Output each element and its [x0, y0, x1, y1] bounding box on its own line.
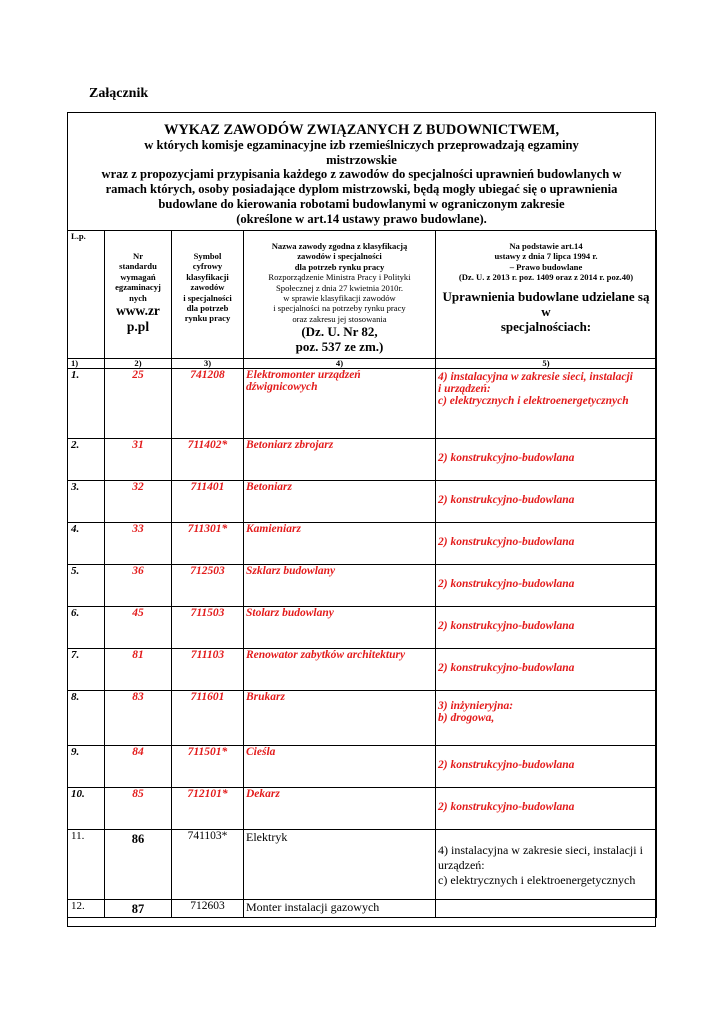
row-occupation-name — [244, 523, 436, 565]
row-scope — [436, 369, 657, 439]
header-text-line: zawodów — [190, 282, 225, 293]
header-text-line: klasyfikacji — [186, 271, 229, 282]
table-body — [68, 369, 657, 918]
row-standard-number: 85 — [105, 788, 172, 830]
scope-line: 4) instalacyjna w zakresie sieci, instalacji i — [438, 843, 643, 857]
row-occupation-name — [244, 900, 436, 918]
occupation-name-line: Elektryk — [246, 830, 288, 844]
occupation-name-line: Kamieniarz — [246, 523, 301, 535]
table-row — [68, 900, 657, 918]
col-header-lp — [68, 231, 105, 359]
header-line: ramach których, osoby posiadające dyplom mistrzowski, będą mogły ubiegać się o uprawnienia — [105, 182, 618, 197]
row-standard-number: 86 — [105, 830, 172, 900]
row-symbol: 711301* — [172, 523, 244, 565]
header-text-line: oraz zakresu jej stosowania — [292, 313, 387, 324]
annex-label: Załącznik — [89, 86, 149, 101]
header-text-line: rynku pracy — [184, 313, 231, 324]
row-standard-number: 32 — [105, 481, 172, 523]
col-header-symbol-label — [174, 251, 241, 324]
occupations-table — [67, 230, 657, 918]
row-scope — [436, 830, 657, 900]
row-lp: 4. — [68, 523, 105, 565]
scope-line: 2) konstrukcyjno-budowlana — [438, 759, 575, 771]
scope-line: 2) konstrukcyjno-budowlana — [438, 578, 575, 590]
header-text-line: specjalnościach: — [500, 318, 592, 334]
row-scope — [436, 649, 657, 691]
table-header-row — [68, 231, 657, 359]
header-text-line: nych — [129, 292, 147, 303]
scope-line: c) elektrycznych i elektroenergetycznych — [438, 395, 629, 407]
row-symbol: 711503 — [172, 607, 244, 649]
row-lp: 12. — [68, 900, 105, 918]
row-symbol: 741208 — [172, 369, 244, 439]
row-occupation-name — [244, 788, 436, 830]
row-lp: 11. — [68, 830, 105, 900]
table-row — [68, 649, 657, 691]
row-standard-number: 83 — [105, 691, 172, 746]
scope-line: urządzeń: — [438, 858, 485, 872]
header-text-line: egzaminacyj — [115, 282, 161, 293]
col-header-name — [244, 231, 436, 359]
row-scope — [436, 607, 657, 649]
table-row — [68, 746, 657, 788]
header-text-line: standardu — [119, 261, 157, 272]
occupation-name-line: Cieśla — [246, 746, 276, 758]
row-lp: 9. — [68, 746, 105, 788]
occupation-name-line: Elektromonter urządzeń — [246, 369, 361, 381]
header-text-line: poz. 537 ze zm.) — [295, 339, 384, 355]
row-standard-number: 45 — [105, 607, 172, 649]
document-frame — [67, 112, 656, 927]
table-row — [68, 830, 657, 900]
row-occupation-name — [244, 607, 436, 649]
row-standard-number: 31 — [105, 439, 172, 481]
row-standard-number: 87 — [105, 900, 172, 918]
occupation-name-line: Betoniarz zbrojarz — [246, 439, 334, 451]
table-row — [68, 523, 657, 565]
scope-line: b) drogowa, — [438, 712, 495, 724]
header-text-line: zawodów i specjalności — [297, 251, 382, 262]
header-text-line: Nazwa zawody zgodna z klasyfikacją — [271, 241, 408, 251]
header-text-line: (Dz. U. Nr 82, — [301, 324, 378, 340]
row-symbol: 711501* — [172, 746, 244, 788]
column-number: 3) — [172, 359, 244, 369]
header-text-line: i specjalności — [183, 292, 232, 303]
row-lp: 8. — [68, 691, 105, 746]
row-lp: 10. — [68, 788, 105, 830]
header-text-line: w sprawie klasyfikacji zawodów — [283, 293, 396, 304]
row-symbol: 711402* — [172, 439, 244, 481]
row-occupation-name — [244, 649, 436, 691]
occupation-name-line: Szklarz budowlany — [246, 565, 336, 577]
header-text-line: dla potrzeb — [186, 303, 229, 314]
header-line: wraz z propozycjami przypisania każdego z zawodów do specjalności uprawnień budowlanych w — [101, 167, 622, 182]
col-header-lp-label: L.p. — [71, 231, 86, 241]
header-line: budowlane do kierowania robotami budowlanymi w ograniczonym zakresie — [158, 196, 565, 211]
row-occupation-name — [244, 565, 436, 607]
table-row — [68, 439, 657, 481]
header-text-line: wymagań — [120, 271, 156, 282]
column-number: 4) — [244, 359, 436, 369]
scope-line: 2) konstrukcyjno-budowlana — [438, 620, 575, 632]
row-standard-number: 81 — [105, 649, 172, 691]
row-lp: 2. — [68, 439, 105, 481]
scope-line: 2) konstrukcyjno-budowlana — [438, 494, 575, 506]
header-text-line: Symbol — [193, 251, 222, 261]
col-header-name-regulation — [246, 272, 433, 324]
header-text-line: Na podstawie art.14 — [509, 241, 583, 251]
row-lp: 5. — [68, 565, 105, 607]
www-link-line: p.pl — [126, 319, 150, 335]
header-text-line: Społecznej z dnia 27 kwietnia 2010r. — [276, 282, 403, 293]
scope-line: c) elektrycznych i elektroenergetycznych — [438, 873, 636, 887]
scope-line: 3) inżynieryjna: — [438, 700, 514, 712]
table-row — [68, 481, 657, 523]
row-scope — [436, 565, 657, 607]
row-lp: 7. — [68, 649, 105, 691]
row-scope — [436, 788, 657, 830]
col-header-basis-label — [438, 241, 654, 283]
row-symbol: 711601 — [172, 691, 244, 746]
header-line: (określone w art.14 ustawy prawo budowlane). — [236, 211, 487, 226]
column-number-row — [68, 359, 657, 369]
row-lp: 1. — [68, 369, 105, 439]
row-scope — [436, 691, 657, 746]
row-symbol: 711401 — [172, 481, 244, 523]
row-symbol: 741103* — [172, 830, 244, 900]
row-standard-number: 33 — [105, 523, 172, 565]
row-occupation-name — [244, 691, 436, 746]
header-line: mistrzowskie — [326, 152, 397, 167]
row-occupation-name — [244, 481, 436, 523]
row-occupation-name — [244, 830, 436, 900]
header-text-line: (Dz. U. z 2013 r. poz. 1409 oraz z 2014 r. poz.40) — [458, 272, 634, 283]
row-standard-number: 25 — [105, 369, 172, 439]
header-text-line: Uprawnienia budowlane udzielane są w — [442, 288, 650, 319]
table-row — [68, 369, 657, 439]
occupation-name-line: dźwignicowych — [246, 381, 318, 393]
column-number: 1) — [68, 359, 105, 369]
document-header — [68, 113, 655, 231]
table-row — [68, 607, 657, 649]
row-symbol: 712503 — [172, 565, 244, 607]
row-scope — [436, 439, 657, 481]
header-line: w których komisje egzaminacyjne izb rzemieślniczych przeprowadzają egzaminy — [144, 138, 579, 152]
www-link[interactable] — [107, 303, 169, 335]
occupation-name-line: Betoniarz — [246, 481, 293, 493]
row-scope — [436, 746, 657, 788]
col-header-basis-specialties — [438, 289, 654, 334]
scope-line: 2) konstrukcyjno-budowlana — [438, 536, 575, 548]
col-header-nr-label — [107, 251, 169, 303]
header-text-line: cyfrowy — [192, 261, 223, 272]
row-lp: 3. — [68, 481, 105, 523]
row-scope — [436, 900, 657, 918]
scope-line: 2) konstrukcyjno-budowlana — [438, 662, 575, 674]
occupation-name-line: Stolarz budowlany — [246, 607, 334, 619]
row-occupation-name — [244, 439, 436, 481]
table-row — [68, 565, 657, 607]
scope-line: 4) instalacyjna w zakresie sieci, instalacji — [438, 371, 633, 383]
scope-line: i urządzeń: — [438, 383, 491, 395]
row-standard-number: 36 — [105, 565, 172, 607]
header-text-line: i specjalności na potrzeby rynku pracy — [273, 303, 406, 314]
col-header-basis — [436, 231, 657, 359]
table-row — [68, 691, 657, 746]
col-header-nr — [105, 231, 172, 359]
row-symbol: 711103 — [172, 649, 244, 691]
col-header-symbol — [172, 231, 244, 359]
col-header-name-reference — [246, 324, 433, 354]
table-row — [68, 788, 657, 830]
scope-line: 2) konstrukcyjno-budowlana — [438, 452, 575, 464]
header-text-line: – Prawo budowlane — [509, 261, 583, 272]
occupation-name-line: Dekarz — [246, 788, 280, 800]
header-text-line: ustawy z dnia 7 lipca 1994 r. — [494, 251, 598, 262]
header-text-line: Rozporządzenie Ministra Pracy i Polityki — [268, 272, 411, 283]
row-occupation-name — [244, 369, 436, 439]
column-number: 2) — [105, 359, 172, 369]
occupation-name-line: Monter instalacji gazowych — [246, 900, 380, 914]
header-subtitle — [68, 138, 655, 226]
occupation-name-line: Brukarz — [246, 691, 285, 703]
row-lp: 6. — [68, 607, 105, 649]
col-header-name-label — [246, 241, 433, 272]
row-standard-number: 84 — [105, 746, 172, 788]
row-scope — [436, 523, 657, 565]
column-number: 5) — [436, 359, 657, 369]
header-text-line: dla potrzeb rynku pracy — [294, 261, 385, 272]
www-link-line: www.zr — [116, 303, 160, 319]
occupation-name-line: Renowator zabytków architektury — [246, 649, 406, 661]
scope-line: 2) konstrukcyjno-budowlana — [438, 801, 575, 813]
document-title: WYKAZ ZAWODÓW ZWIĄZANYCH Z BUDOWNICTWEM, — [163, 122, 560, 138]
row-symbol: 712101* — [172, 788, 244, 830]
row-occupation-name — [244, 746, 436, 788]
header-text-line: Nr — [132, 251, 144, 261]
row-symbol: 712603 — [172, 900, 244, 918]
row-scope — [436, 481, 657, 523]
